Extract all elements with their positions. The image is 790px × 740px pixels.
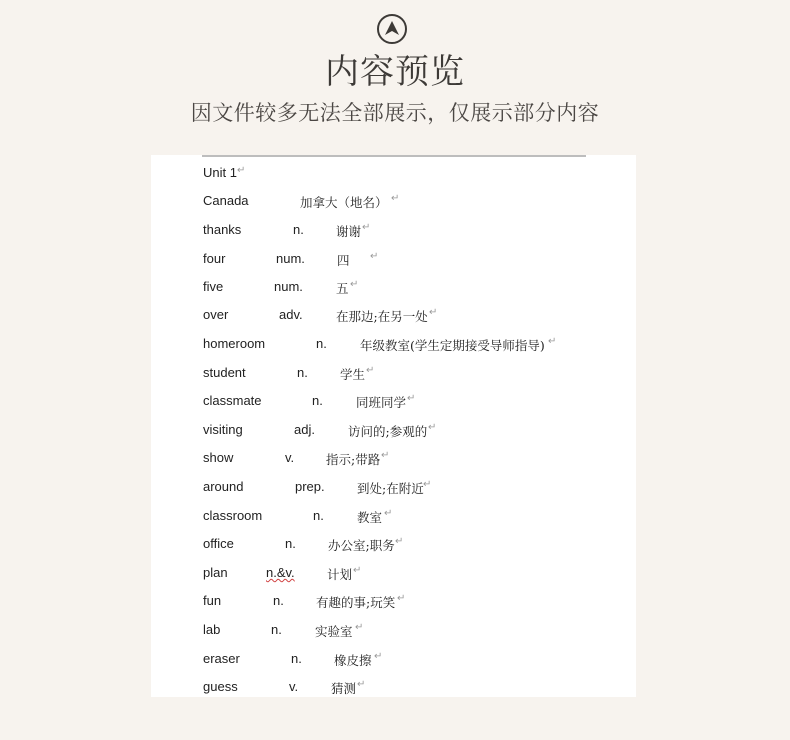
entry-meaning: 年级教室(学生定期接受导师指导) <box>360 338 545 353</box>
paragraph-mark: ↵ <box>407 393 416 404</box>
entry-word: guess <box>203 679 238 694</box>
paragraph-mark: ↵ <box>391 193 400 204</box>
entry-meaning: 到处;在附近 <box>357 481 424 496</box>
entry-meaning: 加拿大（地名） <box>300 195 388 210</box>
top-divider <box>202 155 586 157</box>
entry-pos: adj. <box>294 422 315 437</box>
entry-meaning: 橡皮擦 <box>334 653 372 668</box>
paragraph-mark: ↵ <box>381 450 390 461</box>
entry-pos: n. <box>297 365 308 380</box>
entry-meaning: 猜测 <box>331 681 357 696</box>
chevron-up-circle-icon <box>377 14 407 44</box>
entry-pos: n. <box>312 393 323 408</box>
entry-word: show <box>203 450 234 465</box>
page-title: 内容预览 <box>325 52 465 92</box>
entry-pos: n.&v. <box>266 565 295 580</box>
entry-word: classroom <box>203 508 263 523</box>
paragraph-mark: ↵ <box>355 622 364 633</box>
entry-pos: n. <box>271 622 282 637</box>
entry-pos: n. <box>273 593 284 608</box>
entry-word: around <box>203 479 244 494</box>
paragraph-mark: ↵ <box>370 251 379 262</box>
entry-word: four <box>203 251 226 266</box>
document-preview <box>151 155 636 697</box>
entry-meaning: 谢谢 <box>336 224 362 239</box>
entry-word: homeroom <box>203 336 266 351</box>
unit-heading: Unit 1 <box>203 165 237 180</box>
paragraph-mark: ↵ <box>548 336 557 347</box>
entry-word: visiting <box>203 422 243 437</box>
entry-meaning: 学生 <box>340 367 366 382</box>
entry-meaning: 在那边;在另一处 <box>336 309 428 324</box>
entry-word: lab <box>203 622 221 637</box>
entry-meaning: 同班同学 <box>356 395 407 410</box>
entry-meaning: 四 <box>337 253 350 268</box>
entry-pos: adv. <box>279 307 303 322</box>
preview-header <box>0 0 790 150</box>
entry-meaning: 教室 <box>357 510 383 525</box>
paragraph-mark: ↵ <box>350 279 359 290</box>
entry-pos: n. <box>316 336 327 351</box>
paragraph-mark: ↵ <box>428 422 437 433</box>
entry-word: plan <box>203 565 228 580</box>
paragraph-mark: ↵ <box>423 479 432 490</box>
entry-word: fun <box>203 593 222 608</box>
entry-word: student <box>203 365 246 380</box>
entry-word: Canada <box>203 193 249 208</box>
paragraph-mark: ↵ <box>237 165 246 176</box>
paragraph-mark: ↵ <box>357 679 366 690</box>
entry-meaning: 有趣的事;玩笑 <box>316 595 396 610</box>
entry-meaning: 计划 <box>327 567 353 582</box>
entry-meaning: 访问的;参观的 <box>348 424 428 439</box>
entry-pos: v. <box>289 679 299 694</box>
entry-word: eraser <box>203 651 240 666</box>
entry-pos: v. <box>285 450 295 465</box>
entry-word: five <box>203 279 224 294</box>
entry-meaning: 指示;带路 <box>326 452 381 467</box>
entry-word: office <box>203 536 234 551</box>
paragraph-mark: ↵ <box>374 651 383 662</box>
entry-pos: n. <box>313 508 324 523</box>
entry-meaning: 办公室;职务 <box>328 538 395 553</box>
paragraph-mark: ↵ <box>353 565 362 576</box>
paragraph-mark: ↵ <box>384 508 393 519</box>
entry-word: over <box>203 307 229 322</box>
page-subtitle: 因文件较多无法全部展示，仅展示部分内容 <box>190 101 600 125</box>
entry-word: thanks <box>203 222 242 237</box>
entry-pos: num. <box>274 279 303 294</box>
paragraph-mark: ↵ <box>362 222 371 233</box>
entry-pos: n. <box>285 536 296 551</box>
paragraph-mark: ↵ <box>429 307 438 318</box>
entry-pos: num. <box>276 251 305 266</box>
paragraph-mark: ↵ <box>366 365 375 376</box>
paragraph-mark: ↵ <box>395 536 404 547</box>
entry-meaning: 五 <box>336 281 349 296</box>
entry-pos: prep. <box>295 479 325 494</box>
entry-pos: n. <box>291 651 302 666</box>
entry-meaning: 实验室 <box>315 624 353 639</box>
paragraph-mark: ↵ <box>397 593 406 604</box>
entry-word: classmate <box>203 393 262 408</box>
entry-pos: n. <box>293 222 304 237</box>
